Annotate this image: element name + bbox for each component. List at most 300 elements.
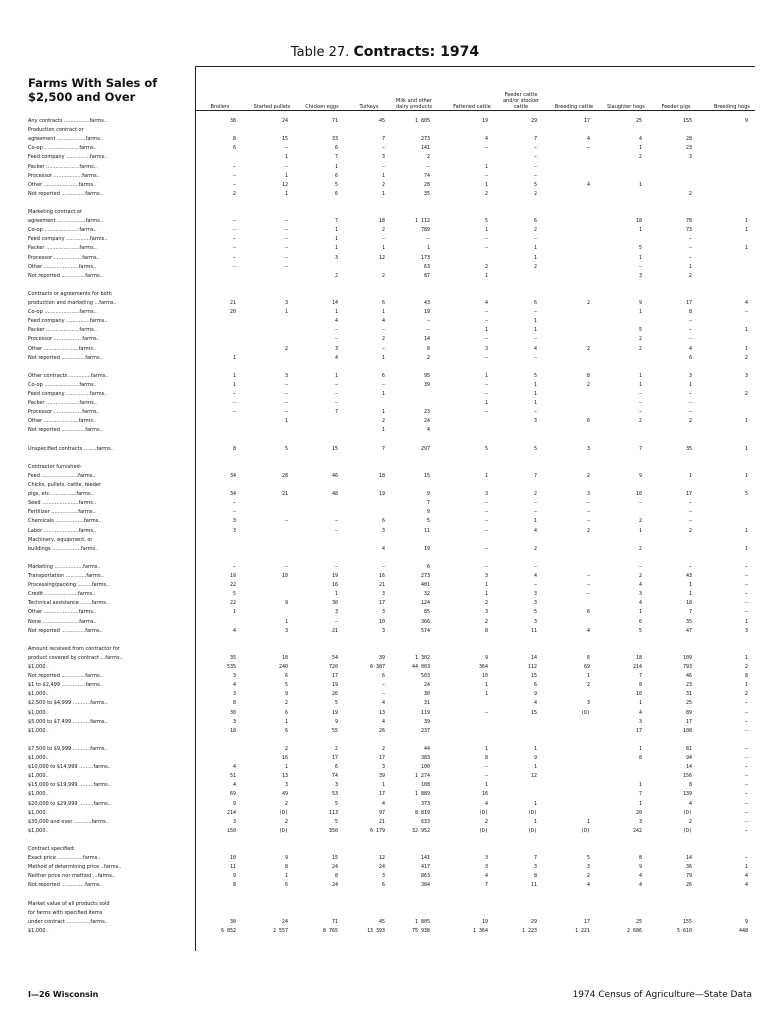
table-cell: 3 [381, 873, 385, 880]
row-label: $1,000.. [28, 809, 49, 816]
table-cell: – [688, 563, 692, 570]
table-cell: 3 [284, 300, 288, 306]
table-row [0, 464, 770, 470]
table-cell: 11 [229, 864, 236, 871]
table-row [0, 764, 770, 770]
table-cell: 13 [281, 773, 288, 780]
table-cell: 8 [638, 855, 642, 862]
table-cell: 3 [533, 591, 537, 598]
row-label: Contract specified: [28, 846, 76, 852]
table-cell: 364 [478, 664, 488, 670]
row-label: $30,000 and over ...........farms.. [28, 818, 109, 825]
row-label: $1,000.. [28, 927, 49, 934]
table-cell: 3 [586, 864, 590, 871]
table-cell: 6 [586, 654, 590, 661]
page-footer-right: 1974 Census of Agriculture—State Data [572, 990, 752, 1000]
row-label: agreement ..................farms.. [28, 218, 104, 225]
table-cell: 2 [426, 154, 430, 161]
row-label: Not reported ...............farms.. [28, 272, 103, 279]
table-cell: 3 [381, 527, 385, 534]
table-cell: 10 [481, 673, 488, 680]
table-row [0, 182, 770, 188]
table-cell: 12 [378, 254, 385, 261]
table-cell: 2 [381, 418, 385, 425]
row-label: $2,500 to $4,999 ...........farms.. [28, 700, 108, 707]
table-cell: – [484, 773, 488, 780]
row-label: under contract ...............farms.. [28, 918, 108, 925]
table-cell: 3 [744, 627, 748, 634]
table-cell: 11 [530, 882, 537, 889]
table-row [0, 355, 770, 361]
row-label: $1,000.. [28, 727, 49, 734]
table-cell: 1 [484, 782, 488, 789]
table-cell: 2 [688, 190, 692, 197]
table-cell: 26 [331, 691, 338, 698]
table-cell: 1 [484, 591, 488, 598]
table-cell: 1 [484, 272, 488, 279]
table-cell: 1 [484, 582, 488, 589]
table-cell: 4 [381, 718, 385, 725]
table-cell: 2 [484, 818, 488, 825]
table-cell: 33 [331, 136, 338, 143]
table-cell: 3 [381, 154, 385, 161]
table-cell: 1 805 [414, 918, 430, 925]
row-label: $1 to $2,499 ...............farms.. [28, 682, 103, 689]
row-label: Neither price nor method ...farms.. [28, 873, 116, 880]
table-cell: – [426, 327, 430, 334]
header-rule [195, 110, 755, 111]
table-cell: 95 [423, 372, 430, 379]
table-cell: 1 [744, 864, 748, 871]
table-row [0, 264, 770, 270]
row-label: Packer .....................farms.. [28, 327, 97, 334]
column-header: Milk and other dairy products [395, 98, 433, 110]
table-cell: 3 [284, 627, 288, 634]
table-cell: 3 [381, 764, 385, 771]
table-cell: 13 [378, 709, 385, 716]
table-cell: 417 [420, 864, 430, 871]
table-cell: 11 [530, 627, 537, 634]
table-cell: 1 [284, 873, 288, 880]
table-row [0, 127, 770, 133]
table-cell: 3 [533, 418, 537, 425]
table-row [0, 173, 770, 179]
table-cell: 14 [685, 855, 692, 862]
table-cell: 1 [744, 682, 748, 689]
table-row [0, 227, 770, 233]
table-cell: 5 [334, 181, 338, 188]
table-cell: – [533, 500, 537, 507]
table-cell: 6 [284, 709, 288, 716]
table-row [0, 637, 770, 643]
table-cell: 3 [484, 609, 488, 616]
table-cell: 75 938 [411, 927, 430, 934]
row-label: Other ......................farms.. [28, 181, 97, 188]
table-cell: 1 [284, 418, 288, 425]
table-cell: 17 [331, 673, 338, 680]
table-cell: 3 [744, 372, 748, 379]
table-cell: 6 [381, 673, 385, 680]
table-row [0, 546, 770, 552]
table-cell: – [638, 500, 642, 507]
table-cell: – [744, 727, 748, 734]
table-cell: 3 [232, 673, 236, 680]
table-cell: 17 [685, 300, 692, 306]
table-cell: 43 [423, 300, 430, 306]
table-cell: – [484, 145, 488, 152]
table-cell: 9 [638, 300, 642, 306]
table-cell: 74 [423, 172, 430, 179]
table-cell: 1 [744, 445, 748, 452]
table-cell: – [334, 563, 338, 570]
table-cell: 5 [232, 591, 236, 598]
table-cell: 2 [484, 190, 488, 197]
table-cell: 5 [533, 609, 537, 616]
table-cell: 3 [533, 600, 537, 607]
table-cell: – [744, 782, 748, 789]
table-cell: 2 [638, 573, 642, 579]
table-cell: 5 [284, 445, 288, 452]
column-header: Feeder pigs [661, 104, 691, 110]
table-cell: 22 [229, 582, 236, 589]
table-cell: 5 [533, 181, 537, 188]
table-cell: 863 [420, 873, 430, 880]
row-label: Labor ......................farms.. [28, 527, 97, 534]
table-row [0, 509, 770, 515]
table-cell: 32 [423, 591, 430, 598]
table-cell: – [381, 345, 385, 352]
table-row [0, 619, 770, 625]
table-cell: 155 [682, 118, 692, 124]
table-cell: 1 [586, 818, 590, 825]
table-row [0, 209, 770, 215]
table-cell: 9 [426, 491, 430, 498]
table-cell: 4 [586, 882, 590, 889]
table-cell: 3 [381, 591, 385, 598]
table-cell: 6 [638, 618, 642, 625]
table-cell: 1 [638, 609, 642, 616]
table-cell: 19 [423, 309, 430, 316]
table-cell: 1 [638, 145, 642, 152]
row-label: production and marketing ...farms.. [28, 300, 117, 306]
table-cell: 2 [688, 418, 692, 425]
row-label: Marketing contract or [28, 209, 82, 215]
table-cell: 17 [583, 918, 590, 925]
table-cell: – [484, 518, 488, 525]
table-cell: 43 [685, 573, 692, 579]
table-cell: 1 [284, 764, 288, 771]
table-cell: 14 [530, 654, 537, 661]
table-cell: 173 [420, 254, 430, 261]
table-cell: 3 [334, 254, 338, 261]
table-row [0, 691, 770, 697]
table-cell: 1 [334, 372, 338, 379]
row-label: $15,000 to $19,999 .........farms.. [28, 782, 111, 789]
table-cell: 3 [284, 782, 288, 789]
table-cell: – [744, 764, 748, 771]
table-cell: – [284, 145, 288, 152]
table-cell: 1 [744, 472, 748, 479]
row-label: Feed company ...............farms.. [28, 154, 108, 161]
table-cell: 401 [420, 582, 430, 589]
table-cell: – [744, 700, 748, 707]
table-cell: 5 [744, 491, 748, 498]
table-cell: 3 [484, 864, 488, 871]
table-cell: – [688, 400, 692, 407]
table-cell: – [744, 745, 748, 752]
table-cell: 1 274 [414, 773, 430, 780]
table-row [0, 801, 770, 807]
row-label: Other ......................farms.. [28, 345, 97, 352]
table-cell: 2 686 [626, 927, 642, 934]
table-cell: – [484, 309, 488, 316]
table-cell: 55 [331, 727, 338, 734]
table-cell: 100 [420, 764, 430, 771]
table-cell: 2 [586, 682, 590, 689]
table-cell: 17 [685, 718, 692, 725]
table-cell: 46 [331, 472, 338, 479]
table-cell: – [484, 545, 488, 552]
table-row [0, 700, 770, 706]
table-cell: 35 [423, 190, 430, 197]
table-cell: 8 [232, 136, 236, 143]
table-row [0, 782, 770, 788]
row-label: Amount received from contractor for [28, 645, 120, 652]
table-cell: – [533, 236, 537, 243]
table-cell: 17 [635, 727, 642, 734]
table-row [0, 118, 770, 124]
table-cell: 6 179 [369, 827, 385, 834]
table-row [0, 928, 770, 934]
table-cell: – [232, 218, 236, 225]
table-cell: 30 [331, 600, 338, 607]
table-row [0, 864, 770, 870]
table-cell: 47 [685, 627, 692, 634]
row-label: Not reported ...............farms.. [28, 673, 103, 680]
table-cell: 1 [484, 227, 488, 234]
column-header: Broilers [210, 104, 230, 110]
table-cell: 28 [281, 472, 288, 479]
table-cell: 39 [423, 381, 430, 388]
table-cell: – [426, 236, 430, 243]
table-cell: 7 [533, 136, 537, 143]
table-cell: 7 [334, 154, 338, 161]
table-cell: 89 [685, 709, 692, 716]
table-cell: 3 [638, 591, 642, 598]
table-cell: 63 [423, 263, 430, 270]
table-cell: 25 [635, 118, 642, 124]
table-cell: 8 [688, 782, 692, 789]
table-cell: 24 [281, 918, 288, 925]
table-cell: 2 [586, 527, 590, 534]
table-cell: 1 [638, 527, 642, 534]
table-cell: – [484, 563, 488, 570]
table-cell: 1 [688, 591, 692, 598]
table-row [0, 446, 770, 452]
table-cell: 1 [638, 381, 642, 388]
table-cell: 1 [484, 400, 488, 407]
table-cell: – [533, 309, 537, 316]
table-row [0, 846, 770, 852]
table-row [0, 154, 770, 160]
table-row [0, 409, 770, 415]
table-cell: – [744, 791, 748, 798]
table-cell: 18 [378, 218, 385, 225]
table-cell: – [381, 236, 385, 243]
table-cell: 18 [378, 472, 385, 479]
table-cell: 3 [533, 864, 537, 871]
column-header: Started pullets [253, 104, 291, 110]
table-cell: 1 [533, 327, 537, 334]
row-label: Exact price ................farms.. [28, 855, 101, 862]
table-cell: 1 [334, 236, 338, 243]
table-cell: 8 [688, 309, 692, 316]
table-cell: 74 [331, 773, 338, 780]
row-label: Unspecified contracts ........farms.. [28, 445, 114, 452]
table-cell: 5 [638, 627, 642, 634]
table-cell: 1 [484, 372, 488, 379]
table-row [0, 591, 770, 597]
table-cell: 4 [334, 354, 338, 361]
table-cell: – [232, 236, 236, 243]
table-cell: – [688, 509, 692, 516]
table-cell: 45 [378, 918, 385, 925]
table-row [0, 873, 770, 879]
row-label: Not reported ...............farms.. [28, 190, 103, 197]
table-cell: 7 [638, 791, 642, 798]
table-row [0, 555, 770, 561]
table-cell: 2 [586, 300, 590, 306]
table-cell: 297 [420, 445, 430, 452]
table-cell: 8 [232, 700, 236, 707]
table-cell: 34 [229, 491, 236, 498]
table-cell: 2 [484, 600, 488, 607]
table-cell: 7 [533, 472, 537, 479]
table-cell: 2 [638, 518, 642, 525]
table-cell: 350 [328, 827, 338, 834]
table-cell: – [232, 227, 236, 234]
table-cell: 3 [484, 573, 488, 579]
table-cell: – [533, 354, 537, 361]
table-cell: 1 889 [414, 791, 430, 798]
table-cell: 3 [381, 627, 385, 634]
table-cell: – [381, 145, 385, 152]
table-cell: 4 [744, 882, 748, 889]
table-cell: 2 [533, 491, 537, 498]
table-cell: 19 [331, 682, 338, 689]
row-label: Seed .......................farms.. [28, 500, 97, 507]
table-cell: 9 [638, 472, 642, 479]
table-cell: 4 [744, 300, 748, 306]
table-cell: – [586, 145, 590, 152]
table-cell: 39 [378, 654, 385, 661]
table-cell: 237 [420, 727, 430, 734]
table-cell: 112 [527, 664, 537, 670]
table-cell: 9 [533, 755, 537, 761]
table-cell: 3 [638, 718, 642, 725]
table-cell: 5 [638, 327, 642, 334]
row-label: Co-op ......................farms.. [28, 309, 97, 316]
table-cell: 97 [378, 809, 385, 816]
row-label: Not reported ...............farms.. [28, 882, 103, 889]
table-cell: 6 [284, 882, 288, 889]
table-cell: – [744, 855, 748, 862]
table-cell: 4 [638, 873, 642, 880]
table-cell: 214 [632, 664, 642, 670]
row-label: $1,000.. [28, 755, 49, 761]
table-cell: 45 [378, 118, 385, 124]
table-cell: 1 [688, 472, 692, 479]
table-cell: 9 [744, 918, 748, 925]
table-cell: 4 [744, 873, 748, 880]
table-cell: 1 [744, 618, 748, 625]
table-cell: 15 [281, 136, 288, 143]
table-cell: 17 [583, 118, 590, 124]
row-label: Other ......................farms.. [28, 263, 97, 270]
table-cell: 3 [284, 372, 288, 379]
table-cell: 44 003 [411, 664, 430, 670]
table-cell: 156 [682, 773, 692, 780]
table-cell: – [638, 400, 642, 407]
table-cell: 1 [744, 527, 748, 534]
table-cell: 7 [381, 445, 385, 452]
table-cell: 4 [586, 136, 590, 143]
table-cell: 4 [484, 873, 488, 880]
table-cell: 3 [688, 372, 692, 379]
table-cell: 1 [638, 700, 642, 707]
table-cell: 31 [423, 700, 430, 707]
table-cell: 6 387 [369, 664, 385, 670]
table-cell: – [334, 518, 338, 525]
table-cell: – [232, 163, 236, 170]
table-cell: 5 [334, 818, 338, 825]
table-cell: 1 [334, 163, 338, 170]
table-cell: 25 [635, 918, 642, 925]
row-label: $1,000.. [28, 691, 49, 698]
table-cell: 17 [331, 755, 338, 761]
table-cell: 119 [420, 709, 430, 716]
table-cell: 3 [638, 272, 642, 279]
table-row [0, 600, 770, 606]
table-cell: 11 [423, 527, 430, 534]
table-row [0, 710, 770, 716]
table-cell: 7 [688, 609, 692, 616]
table-cell: 2 [744, 354, 748, 361]
table-cell: 7 [334, 409, 338, 416]
table-cell: – [232, 400, 236, 407]
table-cell: 1 [284, 154, 288, 161]
table-cell: 5 [334, 700, 338, 707]
table-cell: – [232, 391, 236, 397]
table-cell: 1 [533, 245, 537, 252]
table-cell: 1 [638, 181, 642, 188]
table-cell: – [744, 709, 748, 716]
table-cell: 18 [635, 218, 642, 225]
table-cell: 26 [378, 727, 385, 734]
table-cell: 8 [334, 873, 338, 880]
table-cell: 1 [334, 309, 338, 316]
table-cell: – [484, 336, 488, 343]
table-cell: – [232, 509, 236, 516]
table-cell: 1 [744, 227, 748, 234]
table-cell: 242 [632, 827, 642, 834]
table-cell: 240 [278, 664, 288, 670]
table-row [0, 719, 770, 725]
table-cell: 3 [232, 718, 236, 725]
table-cell: – [586, 573, 590, 579]
table-cell: – [484, 391, 488, 397]
table-cell: 81 [685, 745, 692, 752]
